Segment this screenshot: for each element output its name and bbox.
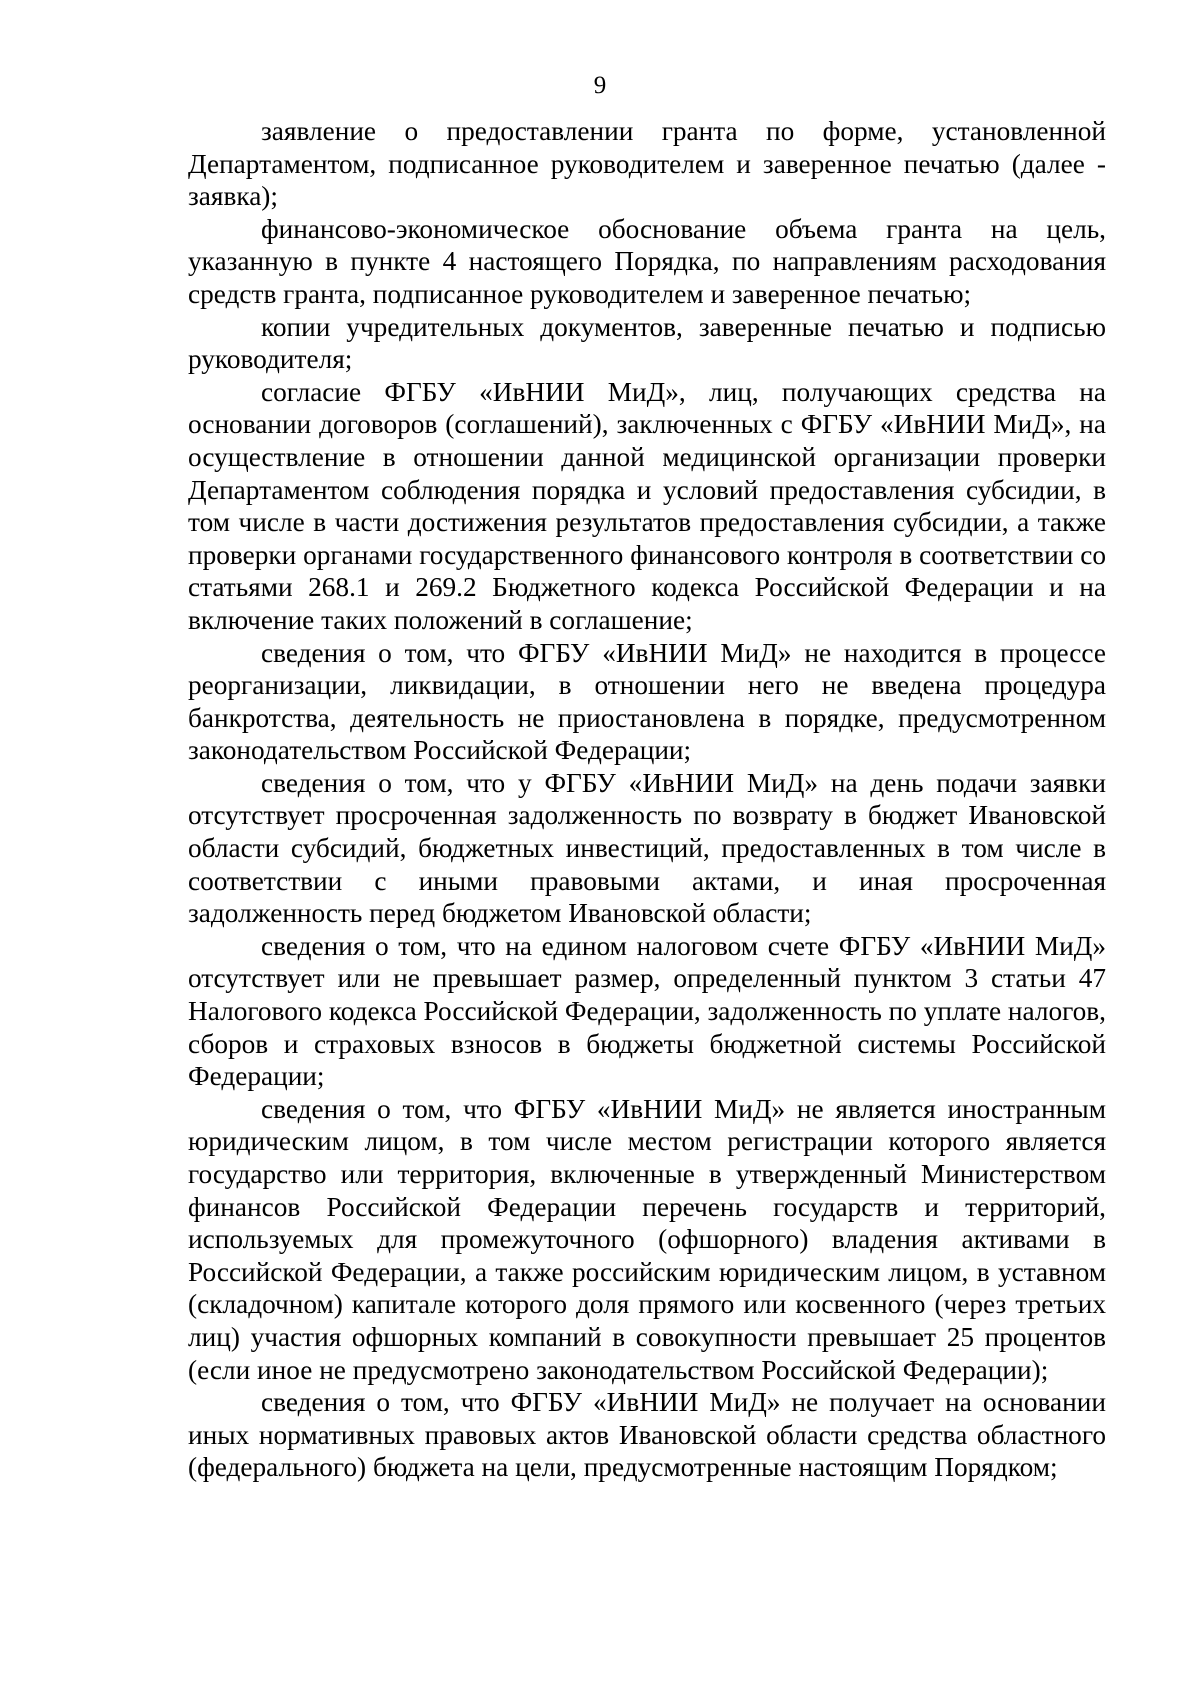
- paragraph-tax-account: сведения о том, что на едином налоговом счете ФГБУ «ИвНИИ МиД» отсутствует или не превышает размер, определенный пунктом 3 статьи 47 Налогового кодекса Российской Федерации, задолженность по уплате налогов, сборов и страховых взносов в бюджеты бюджетной системы Российской Федерации;: [188, 930, 1106, 1092]
- document-body: [188, 115, 1106, 1484]
- paragraph-not-foreign-entity: сведения о том, что ФГБУ «ИвНИИ МиД» не является иностранным юридическим лицом, в том числе местом регистрации которого является государство или территория, включенные в утвержденный Министерством финансов Российской Федерации перечень государств и территорий, используемых для промежуточного (офшорного) владения активами в Российской Федерации, а также российским юридическим лицом, в уставном (складочном) капитале которого доля прямого или косвенного (через третьих лиц) участия офшорных компаний в совокупности превышает 25 процентов (если иное не предусмотрено законодательством Российской Федерации);: [188, 1093, 1106, 1385]
- paragraph-no-reorganization: сведения о том, что ФГБУ «ИвНИИ МиД» не находится в процессе реорганизации, ликвидации, в отношении него не введена процедура банкротства, деятельность не приостановлена в порядке, предусмотренном законодательством Российской Федерации;: [188, 637, 1106, 766]
- paragraph-founding-documents: копии учредительных документов, заверенные печатью и подписью руководителя;: [188, 311, 1106, 375]
- page-number: 9: [593, 72, 607, 99]
- paragraph-no-other-funding: сведения о том, что ФГБУ «ИвНИИ МиД» не получает на основании иных нормативных правовых актов Ивановской области средства областного (федерального) бюджета на цели, предусмотренные настоящим Порядком;: [188, 1387, 1106, 1483]
- paragraph-consent-to-audit: согласие ФГБУ «ИвНИИ МиД», лиц, получающих средства на основании договоров (соглашений), заключенных с ФГБУ «ИвНИИ МиД», на осуществление в отношении данной медицинской организации проверки Департаментом соблюдения порядка и условий предоставления субсидии, в том числе в части достижения результатов предоставления субсидии, а также проверки органами государственного финансового контроля в соответствии со статьями 268.1 и 269.2 Бюджетного кодекса Российской Федерации и на включение таких положений в соглашение;: [188, 376, 1106, 635]
- paragraph-financial-justification: финансово-экономическое обоснование объема гранта на цель, указанную в пункте 4 настоящего Порядка, по направлениям расходования средств гранта, подписанное руководителем и заверенное печатью;: [188, 213, 1106, 309]
- paragraph-no-overdue-debt: сведения о том, что у ФГБУ «ИвНИИ МиД» на день подачи заявки отсутствует просроченная задолженность по возврату в бюджет Ивановской области субсидий, бюджетных инвестиций, предоставленных в том числе в соответствии с иными правовыми актами, и иная просроченная задолженность перед бюджетом Ивановской области;: [188, 767, 1106, 929]
- paragraph-application: заявление о предоставлении гранта по форме, установленной Департаментом, подписанное руководителем и заверенное печатью (далее - заявка);: [188, 116, 1106, 212]
